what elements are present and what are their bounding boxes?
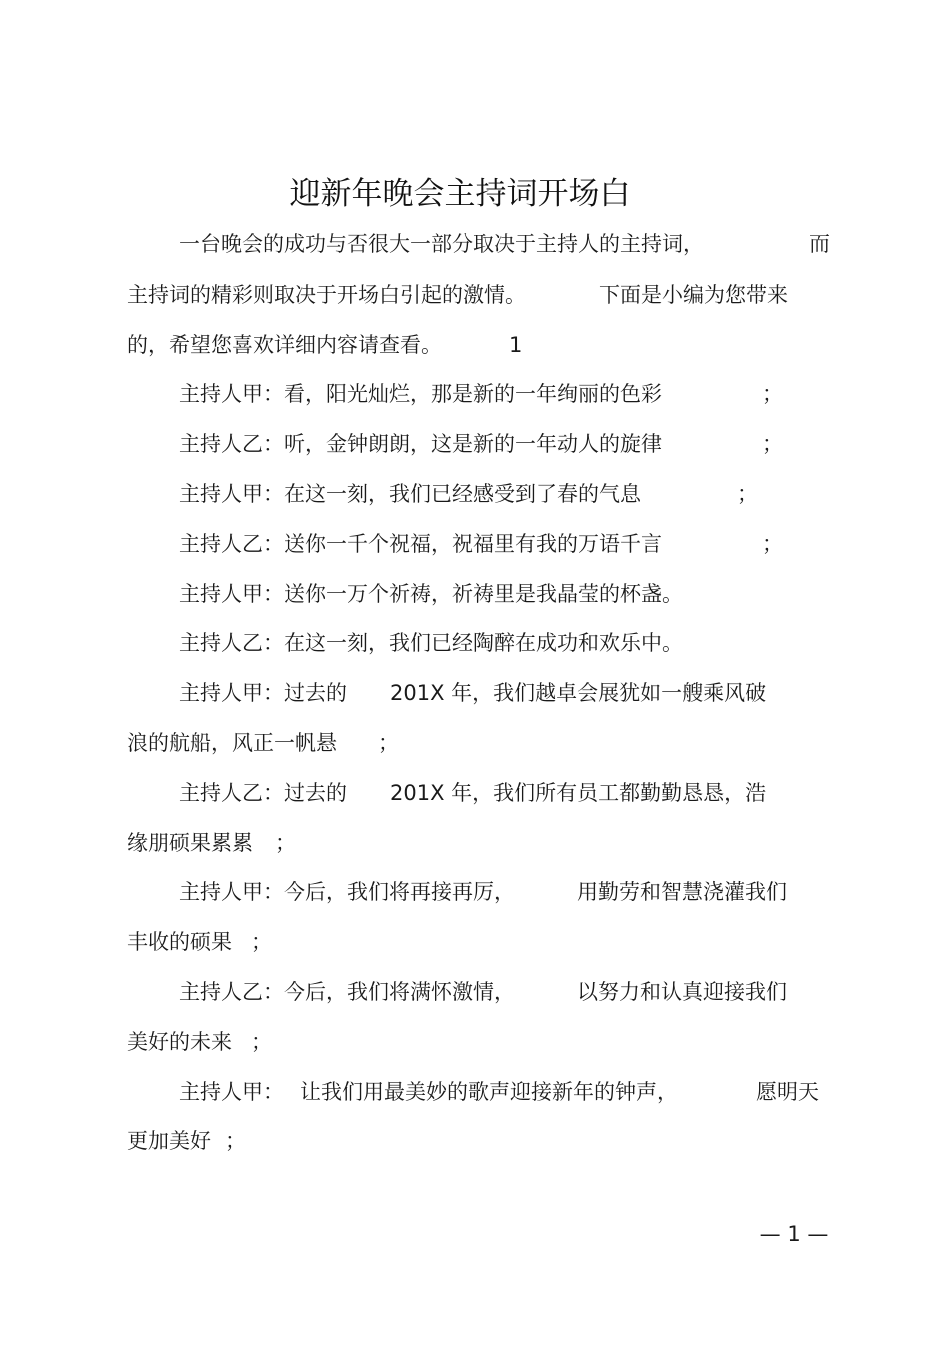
intro-text: 一台晚会的成功与否很大一部分取决于主持人的主持词， — [179, 232, 704, 256]
punctuation: ； — [275, 831, 296, 855]
dialogue-line — [0, 917, 950, 967]
punctuation: ； — [378, 731, 399, 755]
dialogue-text: 主持人甲： — [179, 1080, 284, 1104]
dialogue-line — [0, 818, 950, 868]
punctuation: ； — [762, 382, 783, 406]
dialogue-line — [0, 369, 950, 419]
punctuation: ； — [737, 482, 758, 506]
dialogue-text: 201X 年，我们越卓会展犹如一艘乘风破 — [390, 681, 767, 705]
dialogue-line — [0, 1017, 950, 1067]
dialogue-text: 主持人甲：送你一万个祈祷，祈祷里是我晶莹的杯盏。 — [179, 582, 683, 606]
dialogue-text: 让我们用最美妙的歌声迎接新年的钟声， — [300, 1080, 678, 1104]
intro-text: 下面是小编为您带来 — [599, 283, 788, 307]
intro-line-2 — [0, 270, 950, 320]
dialogue-text: 201X 年，我们所有员工都勤勤恳恳，浩 — [390, 781, 767, 805]
dialogue-text: 更加美好 — [127, 1129, 211, 1153]
dialogue-text: 以努力和认真迎接我们 — [577, 980, 787, 1004]
dialogue-line — [0, 1116, 950, 1166]
intro-line-1 — [0, 219, 950, 269]
page-number: — 1 — — [759, 1222, 829, 1246]
dialogue-line — [0, 867, 950, 917]
dialogue-text: 主持人甲：看，阳光灿烂，那是新的一年绚丽的色彩 — [179, 382, 662, 406]
intro-text: 的，希望您喜欢详细内容请查看。 — [127, 333, 442, 357]
dialogue-line — [0, 618, 950, 668]
footnote-marker: 1 — [509, 333, 523, 357]
dialogue-text: 丰收的硕果 — [127, 930, 232, 954]
dialogue-line — [0, 1067, 950, 1117]
punctuation: ； — [762, 532, 783, 556]
punctuation: ； — [762, 432, 783, 456]
dialogue-text: 主持人乙：在这一刻，我们已经陶醉在成功和欢乐中。 — [179, 631, 683, 655]
dialogue-text: 缘朋硕果累累 — [127, 831, 253, 855]
dialogue-text: 主持人乙：送你一千个祝福，祝福里有我的万语千言 — [179, 532, 662, 556]
intro-text: 主持词的精彩则取决于开场白引起的激情。 — [127, 283, 526, 307]
dialogue-text: 主持人甲：今后，我们将再接再厉， — [179, 880, 515, 904]
punctuation: ； — [251, 1030, 272, 1054]
dialogue-line — [0, 768, 950, 818]
dialogue-line — [0, 569, 950, 619]
dialogue-line — [0, 519, 950, 569]
dialogue-line — [0, 668, 950, 718]
intro-line-3 — [0, 320, 950, 370]
intro-text: 而 — [809, 232, 830, 256]
dialogue-line — [0, 967, 950, 1017]
dialogue-line — [0, 718, 950, 768]
dialogue-text: 浪的航船，风正一帆悬 — [127, 731, 337, 755]
dialogue-line — [0, 419, 950, 469]
dialogue-text: 主持人乙：听，金钟朗朗，这是新的一年动人的旋律 — [179, 432, 662, 456]
dialogue-text: 主持人甲：过去的 — [179, 681, 347, 705]
dialogue-text: 愿明天 — [756, 1080, 819, 1104]
dialogue-text: 主持人甲：在这一刻，我们已经感受到了春的气息 — [179, 482, 641, 506]
dialogue-text: 主持人乙：过去的 — [179, 781, 347, 805]
dialogue-line — [0, 469, 950, 519]
punctuation: ； — [251, 930, 272, 954]
punctuation: ； — [225, 1129, 246, 1153]
dialogue-text: 美好的未来 — [127, 1030, 232, 1054]
dialogue-text: 用勤劳和智慧浇灌我们 — [577, 880, 787, 904]
dialogue-text: 主持人乙：今后，我们将满怀激情， — [179, 980, 515, 1004]
document-title: 迎新年晚会主持词开场白 — [289, 176, 631, 212]
